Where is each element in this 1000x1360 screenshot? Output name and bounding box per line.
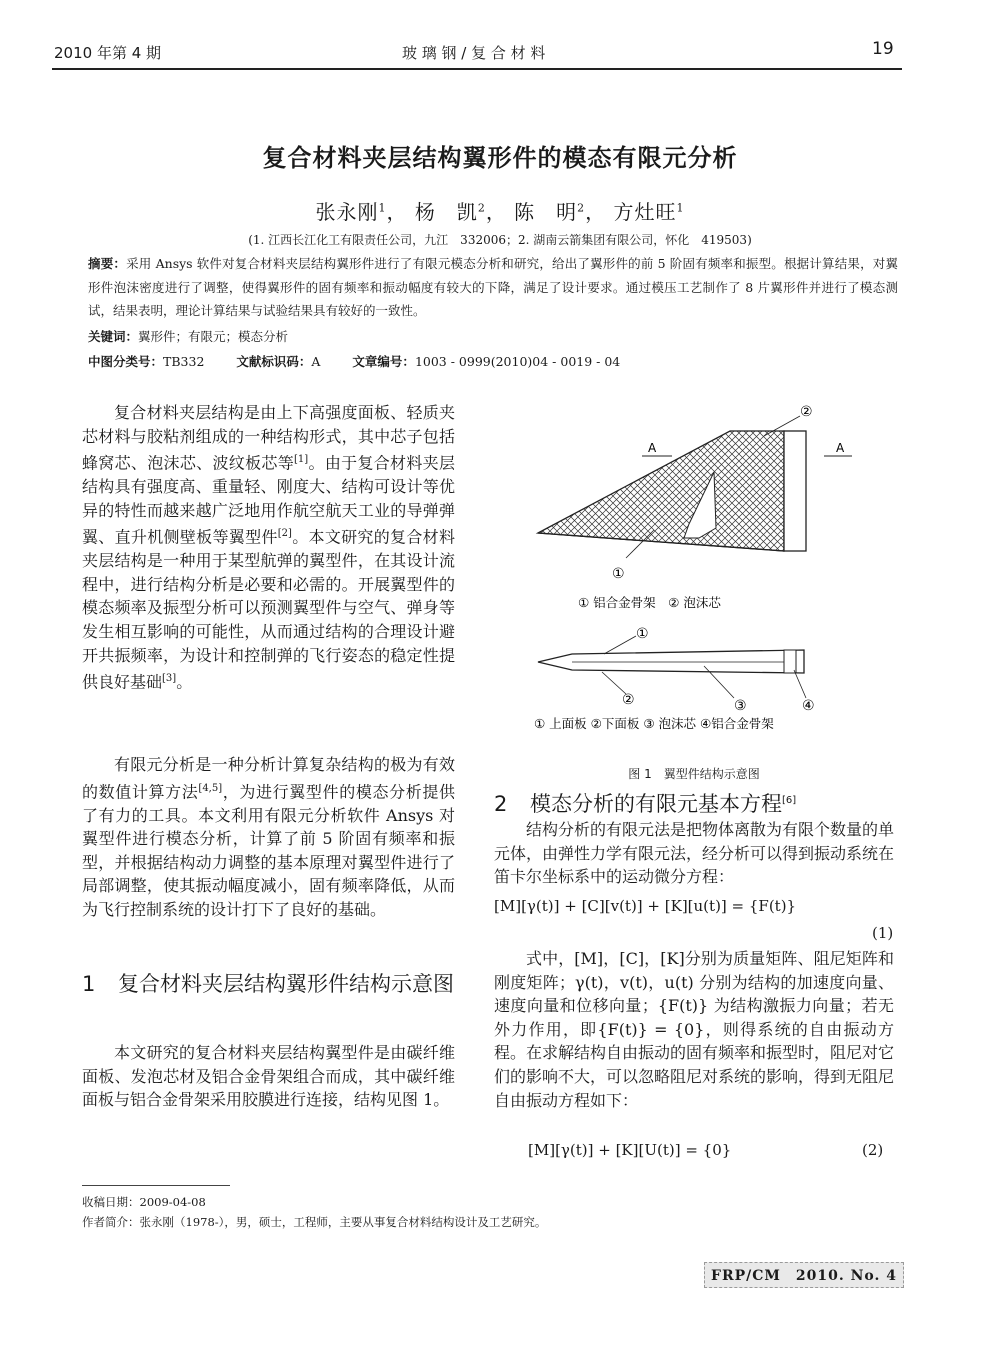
abstract-label: 摘要： — [88, 256, 127, 271]
callout-1-top: ① — [612, 566, 625, 582]
journal-mark: FRP/CM 2010. No. 4 — [704, 1262, 904, 1288]
side-frame — [784, 650, 796, 673]
equation-1: [M][γ(t)] + [C][v(t)] + [K][u(t)] = {F(t)} — [494, 897, 797, 915]
equation-1-number: (1) — [872, 924, 894, 942]
section-label-right: A — [836, 441, 845, 455]
callout-1-side: ① — [636, 626, 649, 642]
classification-line: 中图分类号：TB332 文献标识码：A 文章编号：1003 - 0999(2010)04 - 0019 - 04 — [88, 354, 621, 369]
author-name: 陈 明 — [514, 200, 578, 224]
section-label-left: A — [648, 441, 657, 455]
journal-name: 玻 璃 钢 / 复 合 材 料 — [402, 44, 546, 62]
footnote-rule — [82, 1185, 230, 1186]
callout-2-top: ② — [800, 404, 813, 420]
received-date: 收稿日期：2009-04-08 — [82, 1195, 206, 1209]
author-bio: 作者简介：张永刚（1978-），男，硕士，工程师，主要从事复合材料结构设计及工艺研究。 — [82, 1215, 547, 1229]
header-rule — [52, 68, 902, 70]
author-name: 杨 凯 — [414, 200, 478, 224]
issue-label: 2010 年第 4 期 — [54, 44, 162, 62]
author-list: 张永刚$^1$， 杨 凯$^2$， 陈 明$^2$， 方灶旺$^1$ — [315, 200, 685, 224]
figure-caption: 图 1 翼型件结构示意图 — [628, 767, 760, 781]
equation-2: [M][γ(t)] + [K][U(t)] = {0} — [528, 1141, 732, 1159]
section-2-paragraph-2: 式中，[M]，[C]，[K]分别为质量矩阵、阻尼矩阵和刚度矩阵；γ(t)，v(t)，u(t) 分别为结构的加速度向量、速度向量和位移向量；{F(t)} 为结构激振力向量；若无外力作用，即{F(t)} = {0}，则得系统的自由振动方程。在求解结构自由振动的固有频率和振型时，阻尼对它们的影响不大，可以忽略阻尼对系统的影响，得到无阻尼自由振动方程如下： — [494, 949, 895, 1110]
legend-side: ① 上面板 ②下面板 ③ 泡沫芯 ④铝合金骨架 — [534, 716, 774, 731]
section-2-heading: 2 模态分析的有限元基本方程[6] — [494, 792, 797, 816]
abstract-text: 采用 Ansys 软件对复合材料夹层结构翼形件进行了有限元模态分析和研究，给出了翼形件的前 5 阶固有频率和振型。根据计算结果，对翼形件泡沫密度进行了调整，使得翼形件的固有频率和振动幅度有较大的下降，满足了设计要求。通过模压工艺制作了 8 片翼形件并进行了模态测试，结果表明，理论计算结果与试验结果具有较好的一致性。 — [88, 256, 898, 318]
equation-2-number: (2) — [862, 1141, 884, 1159]
callout-4-side: ④ — [802, 698, 815, 714]
keywords: 关键词：翼形件；有限元；模态分析 — [88, 329, 289, 344]
section-1-paragraph: 本文研究的复合材料夹层结构翼型件是由碳纤维面板、发泡芯材及铝合金骨架组合而成，其中碳纤维面板与铝合金骨架采用胶膜进行连接，结构见图 1。 — [82, 1043, 455, 1110]
abstract — [88, 252, 898, 323]
section-2-paragraph-1: 结构分析的有限元法是把物体离散为有限个数量的单元体，由弹性力学有限元法，经分析可以得到振动系统在笛卡尔坐标系中的运动微分方程： — [494, 820, 895, 887]
intro-paragraph-2: 有限元分析是一种分析计算复杂结构的极为有效的数值计算方法[4,5]，为进行翼型件的模态分析提供了有力的工具。本文利用有限元分析软件 Ansys 对翼型件进行模态分析，计算了前 5 阶固有频率和振型，并根据结构动力调整的基本原理对翼型件进行了局部调整，使其振动幅度减小，固有频率降低，从而为飞行控制系统的设计打下了良好的基础。 — [82, 755, 455, 919]
foam-core-region — [538, 431, 784, 551]
aluminum-frame-root — [784, 431, 806, 551]
section-1-heading: 1 复合材料夹层结构翼形件结构示意图 — [82, 972, 454, 996]
side-profile — [538, 650, 804, 673]
callout-3-side: ③ — [734, 698, 747, 714]
intro-paragraph-1: 复合材料夹层结构是由上下高强度面板、轻质夹芯材料与胶粘剂组成的一种结构形式，其中芯子包括蜂窝芯、泡沫芯、波纹板芯等[1]。由于复合材料夹层结构具有强度高、重量轻、刚度大、结构可设计等优异的特性而越来越广泛地用作航空航天工业的导弹弹翼、直升机侧壁板等翼型件[2]。本文研究的复合材料夹层结构是一种用于某型航弹的翼型件，在其设计流程中，进行结构分析是必要和必需的。开展翼型件的模态频率及振型分析可以预测翼型件与空气、弹身等发生相互影响的可能性，从而通过结构的合理设计避开共振频率，为设计和控制弹的飞行姿态的稳定性提供良好基础[3]。 — [82, 403, 455, 692]
legend-top: ① 铝合金骨架 ② 泡沫芯 — [578, 595, 721, 610]
callout-2-side: ② — [622, 692, 635, 708]
affiliations: (1. 江西长江化工有限责任公司，九江 332006；2. 湖南云箭集团有限公司，怀化 419503) — [248, 233, 752, 247]
figure-1 — [494, 398, 894, 743]
article-title: 复合材料夹层结构翼形件的模态有限元分析 — [262, 144, 738, 172]
author-name: 方灶旺 — [613, 200, 677, 224]
author-name: 张永刚 — [315, 200, 379, 224]
page-number: 19 — [872, 39, 894, 59]
